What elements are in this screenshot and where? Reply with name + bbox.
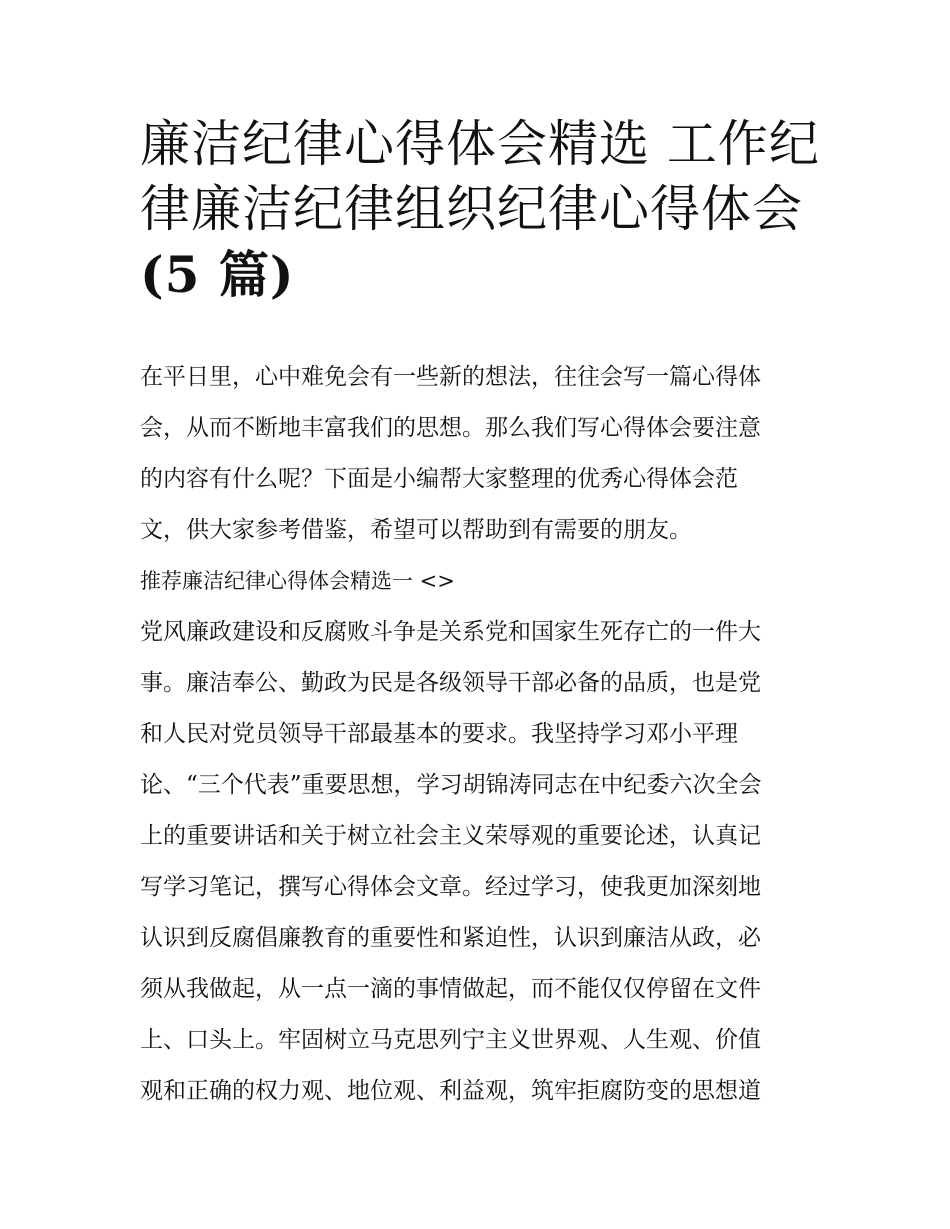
intro-line: 在平日里，心中难免会有一些新的想法，往往会写一篇心得体 [140, 364, 761, 390]
intro-line: 文，供大家参考借鉴，希望可以帮助到有需要的朋友。 [140, 517, 692, 543]
title-line: (5 篇) [140, 245, 295, 304]
title-line: 律廉洁纪律组织纪律心得体会 [140, 180, 803, 238]
document-body [140, 352, 815, 1117]
intro-line: 的内容有什么呢？下面是小编帮大家整理的优秀心得体会范 [140, 466, 738, 492]
section-heading: 推荐廉洁纪律心得体会精选一 <> [140, 569, 455, 593]
document-title [140, 112, 820, 307]
section-line: 事。廉洁奉公、勤政为民是各级领导干部必备的品质，也是党 [140, 670, 761, 696]
section-line: 须从我做起，从一点一滴的事情做起，而不能仅仅停留在文件 [140, 976, 761, 1002]
section-line: 上、口头上。牢固树立马克思列宁主义世界观、人生观、价值 [140, 1027, 761, 1053]
section-line: 写学习笔记，撰写心得体会文章。经过学习，使我更加深刻地 [140, 874, 761, 900]
title-line: 廉洁纪律心得体会精选 工作纪 [140, 115, 820, 173]
section-line: 观和正确的权力观、地位观、利益观，筑牢拒腐防变的思想道 [140, 1078, 761, 1104]
section-line: 上的重要讲话和关于树立社会主义荣辱观的重要论述，认真记 [140, 823, 761, 849]
section-line: 认识到反腐倡廉教育的重要性和紧迫性，认识到廉洁从政，必 [140, 925, 761, 951]
section-line: 党风廉政建设和反腐败斗争是关系党和国家生死存亡的一件大 [140, 619, 761, 645]
intro-line: 会，从而不断地丰富我们的思想。那么我们写心得体会要注意 [140, 415, 761, 441]
section-line: 论、“三个代表”重要思想，学习胡锦涛同志在中纪委六次全会 [140, 772, 762, 798]
section-line: 和人民对党员领导干部最基本的要求。我坚持学习邓小平理 [140, 721, 738, 747]
